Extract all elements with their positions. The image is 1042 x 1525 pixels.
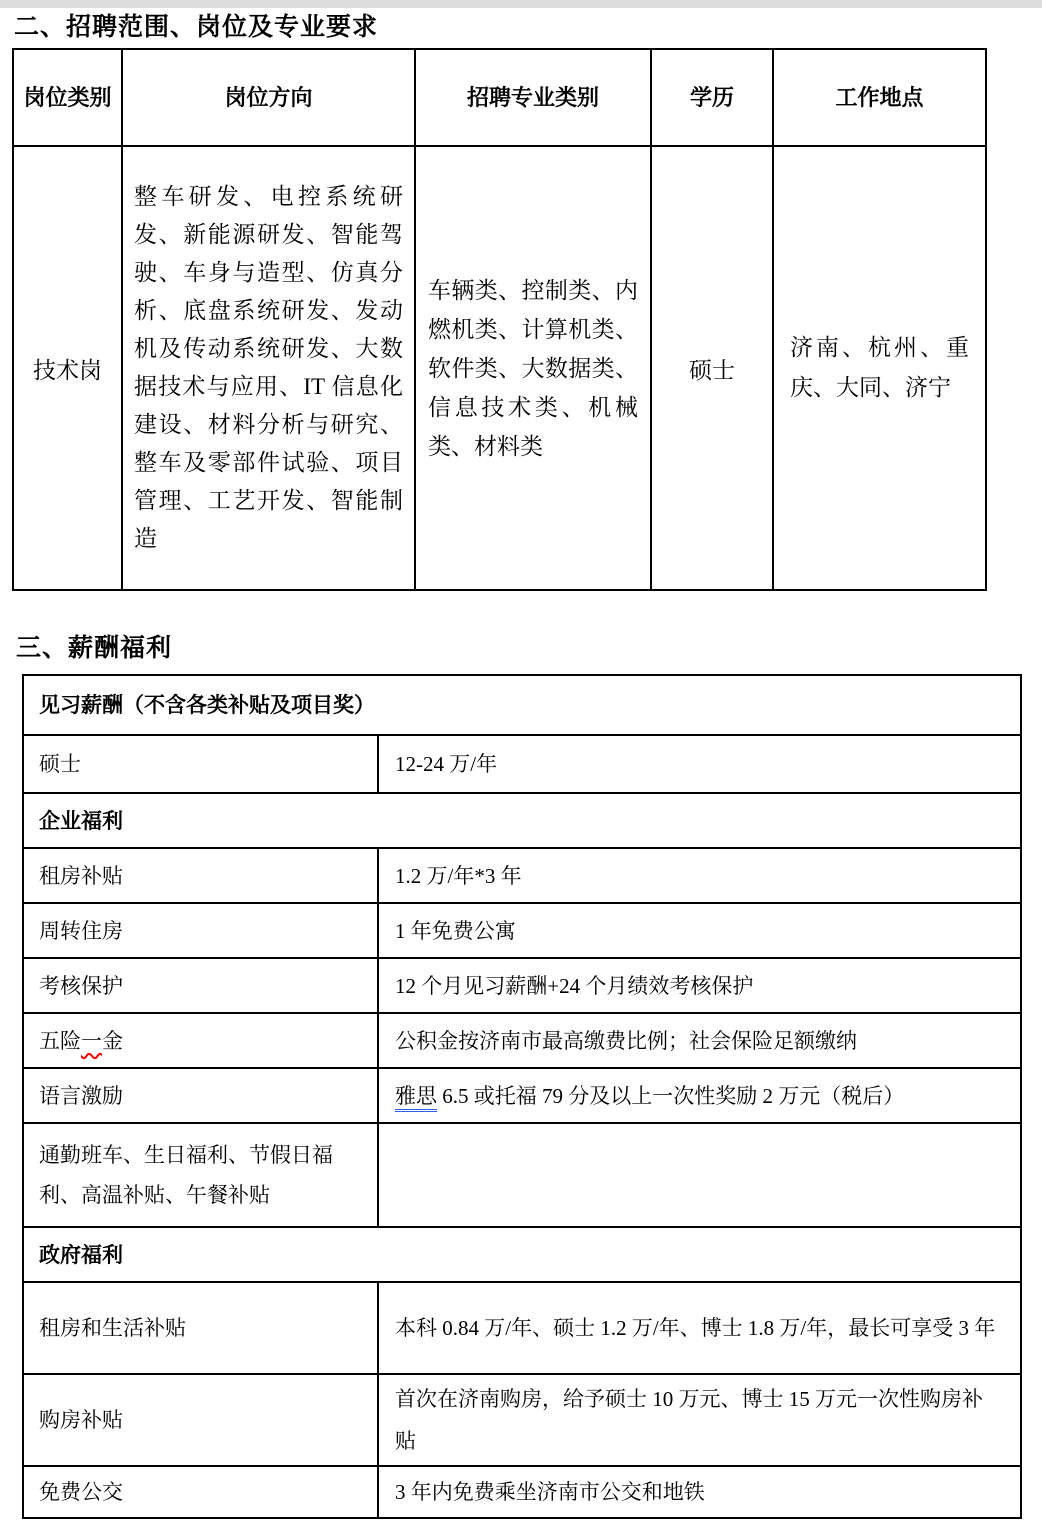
free-bus-value-cell: 3 年内免费乘坐济南市公交和地铁 xyxy=(378,1466,1021,1518)
col-header-position-direction: 岗位方向 xyxy=(122,49,415,146)
recruit-majors-cell: 车辆类、控制类、内燃机类、计算机类、软件类、大数据类、信息技术类、机械类、材料类 xyxy=(415,146,651,590)
free-bus-label-cell: 免费公交 xyxy=(23,1466,378,1518)
insurance-row xyxy=(23,1013,1021,1068)
col-header-position-category: 岗位类别 xyxy=(13,49,122,146)
misc-benefits-label-cell: 通勤班车、生日福利、节假日福利、高温补贴、午餐补贴 xyxy=(23,1123,378,1227)
language-incentive-value-rest: 6.5 或托福 79 分及以上一次性奖励 2 万元（税后） xyxy=(437,1083,905,1108)
benefits-table xyxy=(22,674,1022,1519)
col-header-recruit-majors: 招聘专业类别 xyxy=(415,49,651,146)
section-3-heading: 三、薪酬福利 xyxy=(16,635,173,662)
misc-benefits-value-cell xyxy=(378,1123,1021,1227)
language-incentive-value-cell xyxy=(378,1068,1021,1123)
rent-subsidy-label-cell: 租房补贴 xyxy=(23,848,378,903)
language-incentive-label-cell: 语言激励 xyxy=(23,1068,378,1123)
col-header-degree: 学历 xyxy=(651,49,773,146)
transition-housing-row xyxy=(23,903,1021,958)
government-benefits-header-row xyxy=(23,1227,1021,1282)
living-subsidy-value-cell: 本科 0.84 万/年、硕士 1.2 万/年、博士 1.8 万/年，最长可享受 3 年 xyxy=(378,1282,1021,1374)
assessment-protection-row xyxy=(23,958,1021,1013)
assessment-protection-label-cell: 考核保护 xyxy=(23,958,378,1013)
living-subsidy-label-cell: 租房和生活补贴 xyxy=(23,1282,378,1374)
degree-cell: 硕士 xyxy=(651,146,773,590)
master-label-cell: 硕士 xyxy=(23,735,378,793)
master-salary-row xyxy=(23,735,1021,793)
living-subsidy-row xyxy=(23,1282,1021,1374)
grammar-blue-underline: 雅思 xyxy=(395,1084,437,1112)
master-value-cell: 12-24 万/年 xyxy=(378,735,1021,793)
purchase-subsidy-label-cell: 购房补贴 xyxy=(23,1374,378,1466)
insurance-value-cell: 公积金按济南市最高缴费比例；社会保险足额缴纳 xyxy=(378,1013,1021,1068)
insurance-label-cell xyxy=(23,1013,378,1068)
rent-subsidy-value-cell: 1.2 万/年*3 年 xyxy=(378,848,1021,903)
position-category-cell: 技术岗 xyxy=(13,146,122,590)
trainee-salary-header-cell: 见习薪酬（不含各类补贴及项目奖） xyxy=(23,675,1021,735)
col-header-work-location: 工作地点 xyxy=(773,49,986,146)
transition-housing-label-cell: 周转住房 xyxy=(23,903,378,958)
insurance-label-suffix: 金 xyxy=(102,1028,123,1053)
trainee-salary-header-row xyxy=(23,675,1021,735)
company-benefits-header-cell: 企业福利 xyxy=(23,793,1021,848)
insurance-label-prefix: 五险 xyxy=(39,1028,81,1053)
section-2-heading: 二、招聘范围、岗位及专业要求 xyxy=(14,14,379,41)
positions-data-row xyxy=(13,146,986,590)
positions-table xyxy=(12,48,987,591)
free-bus-row xyxy=(23,1466,1021,1518)
transition-housing-value-cell: 1 年免费公寓 xyxy=(378,903,1021,958)
purchase-subsidy-value-cell: 首次在济南购房，给予硕士 10 万元、博士 15 万元一次性购房补贴 xyxy=(378,1374,1021,1466)
government-benefits-header-cell: 政府福利 xyxy=(23,1227,1021,1282)
purchase-subsidy-row xyxy=(23,1374,1021,1466)
rent-subsidy-row xyxy=(23,848,1021,903)
spellcheck-wavy-underline: 一 xyxy=(81,1028,102,1053)
misc-benefits-row xyxy=(23,1123,1021,1227)
top-strip xyxy=(0,0,1042,8)
positions-header-row xyxy=(13,49,986,146)
company-benefits-header-row xyxy=(23,793,1021,848)
position-direction-cell: 整车研发、电控系统研发、新能源研发、智能驾驶、车身与造型、仿真分析、底盘系统研发、发动机及传动系统研发、大数据技术与应用、IT 信息化建设、材料分析与研究、整车及零部件试验、项目管理、工艺开发、智能制造 xyxy=(122,146,415,590)
assessment-protection-value-cell: 12 个月见习薪酬+24 个月绩效考核保护 xyxy=(378,958,1021,1013)
language-incentive-row xyxy=(23,1068,1021,1123)
work-locations-cell: 济南、杭州、重庆、大同、济宁 xyxy=(773,146,986,590)
